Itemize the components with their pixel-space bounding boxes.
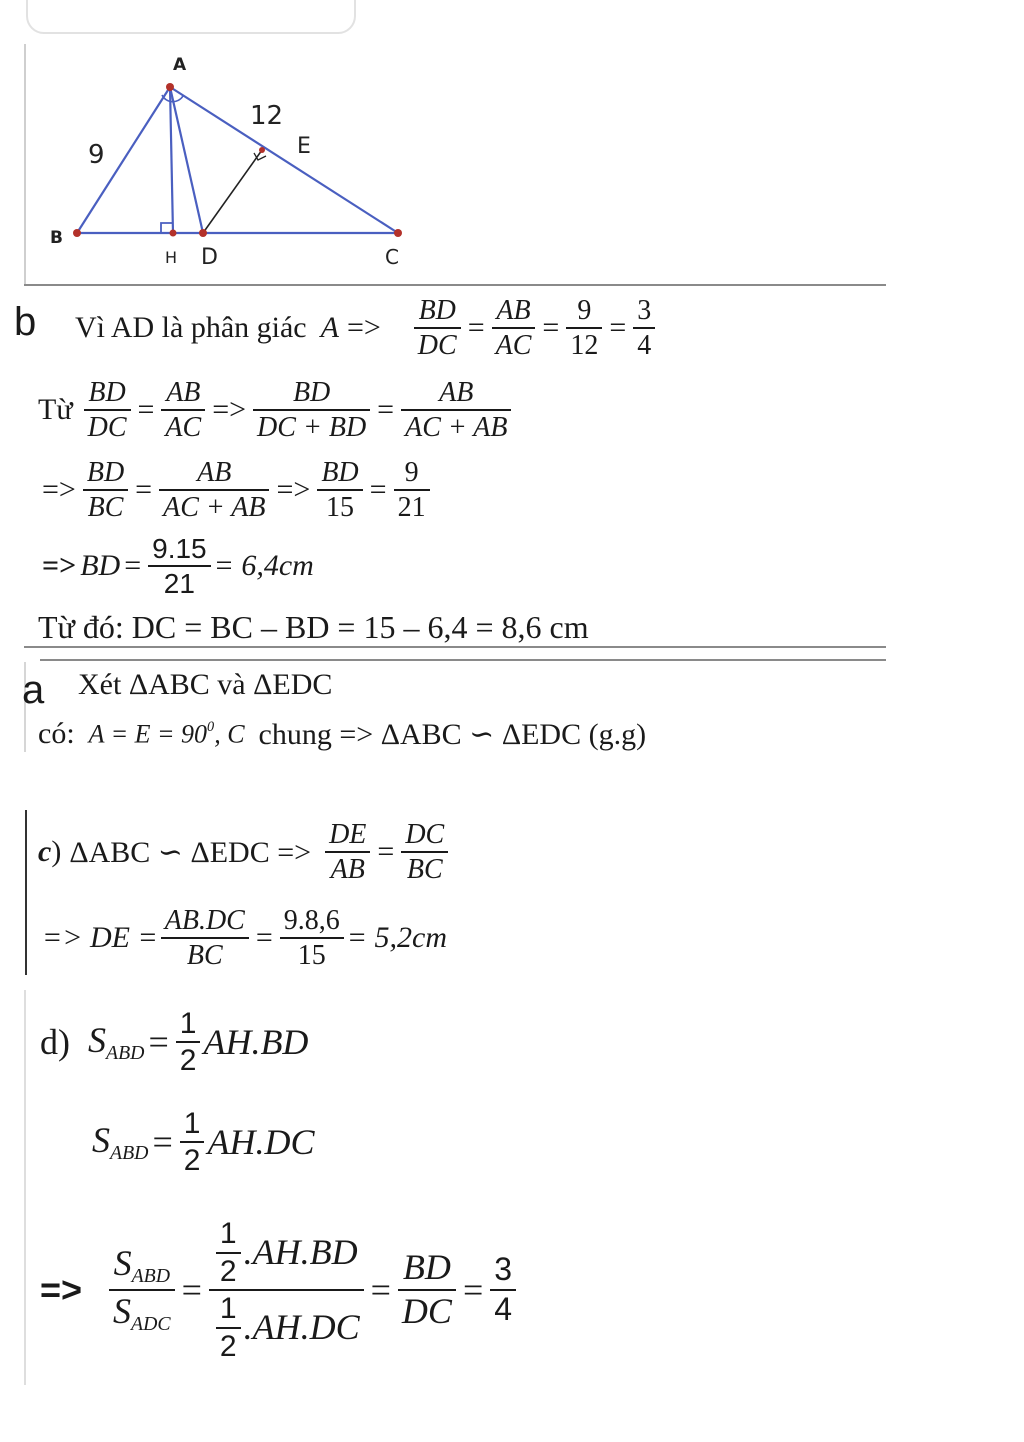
part-c-line1: c ) ΔABC ∽ ΔEDC => $\frac{DE}{AB}$ = $\frac{DC}{BC}$ [38,812,451,892]
frac-9-12: $\frac{9}{12}$ [566,296,602,361]
label-d: D [201,245,218,270]
part-d-line3: => $\frac{S_{ABD}}{S_{ADC}}$ = $\frac{1}{2}$ .AH.BD $\frac{1}{2}$ .AH.DC = $\frac{BD}{DC}$ = $\frac{3}{4}$ [40,1200,519,1380]
part-b-angle: A [320,311,339,344]
part-a-label: a [22,668,45,712]
part-c-de: => DE = [42,921,158,954]
top-box [26,0,356,34]
part-c-left-rule [25,810,27,975]
frac-986-15: $\frac{9.8,6}{15}$ [280,906,344,971]
part-c-label: c [38,835,52,868]
part-c-result: = 5,2cm [346,921,447,954]
segment-de [203,150,262,233]
frac-bd-dc-2: $\frac{BD}{DC}$ [84,378,131,443]
frac-de-ab: $\frac{DE}{AB}$ [325,820,370,885]
frac-ab-acab: $\frac{AB}{AC + AB}$ [401,378,511,443]
figure-left-rule [24,44,26,284]
frac-bd-dc-d: $\frac{BD}{DC}$ [398,1249,456,1331]
part-b-bd: BD [80,549,121,582]
part-d-ahdc: AH.DC [207,1122,315,1162]
frac-bd-dc: $\frac{BD}{DC}$ [414,296,461,361]
triangle-figure [40,50,420,275]
part-b-line2: Từ $\frac{BD}{DC}$ = $\frac{AB}{AC}$ => $\frac{BD}{DC + BD}$ = $\frac{AB}{AC + AB}$ [38,370,514,450]
part-a-co: có: [38,717,75,750]
segment-ad [170,87,203,233]
frac-dc-bc: $\frac{DC}{BC}$ [401,820,448,885]
point-c [394,229,402,237]
frac-sabd-sadc: $\frac{S_{ABD}}{S_{ADC}}$ [109,1245,175,1334]
part-b-intro: Vì AD là phân giác [75,311,307,344]
divider-1 [24,284,886,286]
frac-half-2: $\frac{1}{2}$ [180,1108,205,1177]
part-d-arrow: => [40,1269,83,1310]
part-a-chung: chung => ΔABC ∽ ΔEDC (g.g) [258,717,647,751]
segment-ah [170,87,173,233]
frac-big-ratio: $\frac{1}{2}$ .AH.BD $\frac{1}{2}$ .AH.DC [209,1218,364,1362]
part-d-line2: $S_{ABD}$ = $\frac{1}{2}$ AH.DC [92,1106,315,1177]
part-d-label: d) [40,1022,70,1062]
frac-bd-dcbd: $\frac{BD}{DC + BD}$ [253,378,370,443]
frac-ab-ac-2: $\frac{AB}{AC}$ [161,378,205,443]
point-e [259,147,265,153]
part-a-line2 [38,712,646,756]
frac-abdc-bc: $\frac{AB.DC}{BC}$ [161,906,249,971]
label-e: E [297,134,311,159]
part-c-line2: => DE = $\frac{AB.DC}{BC}$ = $\frac{9.8,6}{15}$ = 5,2cm [42,904,447,971]
part-a-line1: Xét ΔABC và ΔEDC [78,668,333,701]
label-c: C [385,245,399,269]
part-c-similar: ΔABC ∽ ΔEDC => [69,835,312,869]
part-b-conclusion: Từ đó: DC = BC – BD = 15 – 6,4 = 8,6 cm [38,609,589,645]
label-h: H [165,248,178,267]
frac-3-4: $\frac{3}{4}$ [633,296,655,361]
part-b-bd-result: = 6,4cm [213,549,314,582]
label-a: A [173,55,187,75]
part-a-angles: $A = E = 90^0$, C [88,718,245,749]
part-d-left-rule [24,990,26,1385]
frac-9-21: $\frac{9}{21}$ [394,458,430,523]
point-b [73,229,81,237]
part-b-line4: => BD = $\frac{9.15}{21}$ = 6,4cm [42,532,314,599]
segment-ac [170,87,398,233]
figure-lines [77,87,398,233]
frac-ab-ac: $\frac{AB}{AC}$ [492,296,536,361]
part-b-line1: Vì AD là phân giác A => $\frac{BD}{DC}$ = $\frac{AB}{AC}$ = $\frac{9}{12}$ = $\frac{3}{4}$ [75,290,658,366]
point-d [199,229,207,237]
frac-3-4-d: $\frac{3}{4}$ [490,1253,516,1326]
frac-915-21: $\frac{9.15}{21}$ [148,534,211,599]
part-b-tu: Từ [38,393,73,426]
frac-half-1: $\frac{1}{2}$ [176,1008,201,1077]
label-ac-length: 12 [250,101,284,131]
part-d-line1: d) $S_{ABD}$ = $\frac{1}{2}$ AH.BD [40,1006,309,1077]
point-h [170,230,177,237]
label-b: B [50,228,63,248]
divider-3 [40,659,886,661]
part-d-ahbd: AH.BD [203,1022,309,1062]
point-a [166,83,174,91]
part-b-arrow: => [346,311,381,344]
frac-ab-acab-2: $\frac{AB}{AC + AB}$ [159,458,269,523]
frac-bd-bc: $\frac{BD}{BC}$ [83,458,128,523]
frac-bd-15: $\frac{BD}{15}$ [317,458,362,523]
label-ab-length: 9 [88,140,105,170]
part-b-label: b [14,300,37,344]
divider-2 [24,646,886,648]
part-b-line3: => $\frac{BD}{BC}$ = $\frac{AB}{AC + AB}$ => $\frac{BD}{15}$ = $\frac{9}{21}$ [38,450,433,530]
